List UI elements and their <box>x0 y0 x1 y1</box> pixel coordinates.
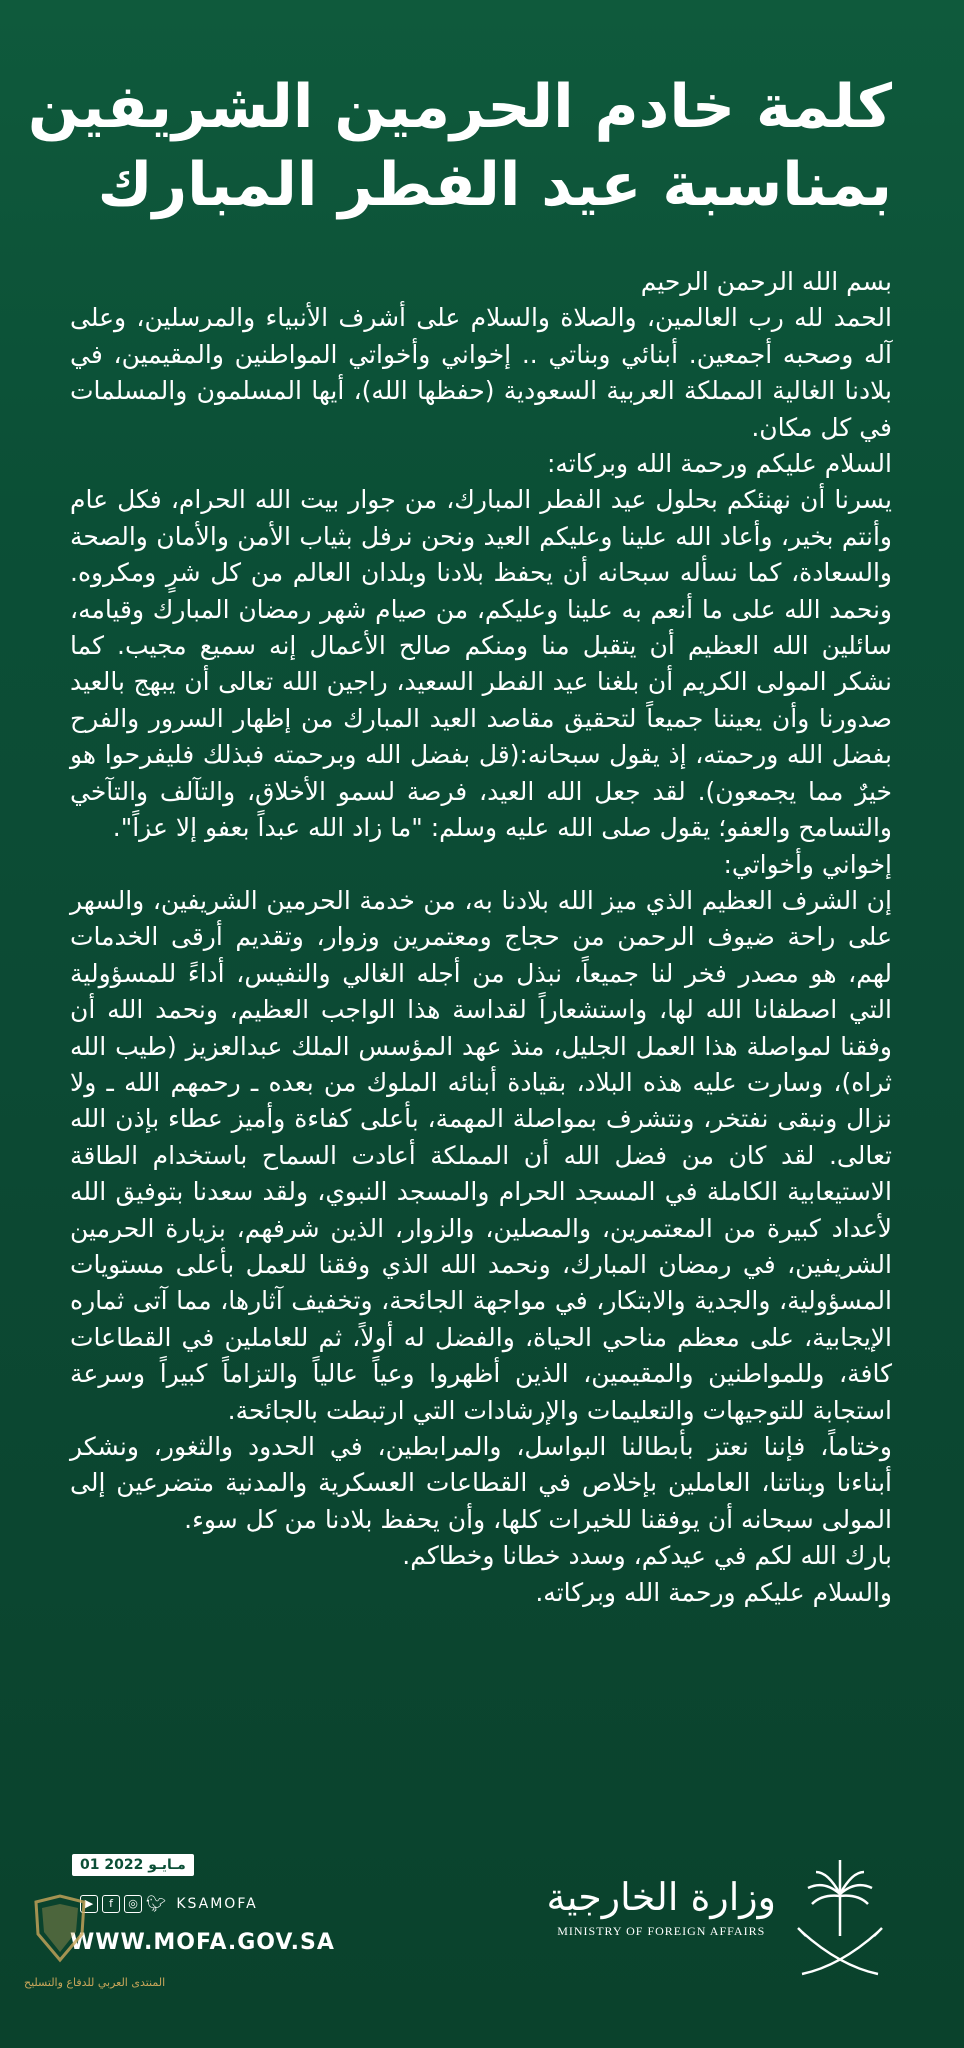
speech-paragraph: يسرنا أن نهنئكم بحلول عيد الفطر المبارك، من جوار بيت الله الحرام، فكل عام وأنتم بخير، وأعاد الله علينا وعليكم العيد ونحن نرفل بثياب الأمن والأمان والصحة والسعادة، كما نسأله سبحانه أن يحفظ بلادنا وبلدان العالم من كل شرٍ ومكروه. ونحمد الله على ما أنعم به علينا وعليكم، من صيام شهر رمضان المبارك وقيامه، سائلين الله العظيم أن يتقبل منا ومنكم صالح الأعمال إنه سميع مجيب. كما نشكر المولى الكريم أن بلغنا عيد الفطر السعيد، راجين الله تعالى أن يبهج بالعيد صدورنا وأن يعيننا جميعاً لتحقيق مقاصد العيد المبارك من إظهار السرور والفرح بفضل الله ورحمته، إذ يقول سبحانه:(قل بفضل الله وبرحمته فبذلك فليفرحوا هو خيرٌ مما يجمعون). لقد جعل الله العيد، فرصة لسمو الأخلاق، والتآلف والتآخي والتسامح والعفو؛ يقول صلى الله عليه وسلم: "ما زاد الله عبداً بعفو إلا عزاً". <box>70 485 892 843</box>
greeting: السلام عليكم ورحمة الله وبركاته: <box>546 449 892 479</box>
facebook-icon: f <box>102 1895 120 1913</box>
page-title <box>27 68 892 224</box>
instagram-icon: ◎ <box>124 1895 142 1913</box>
shield-icon <box>30 1894 90 1964</box>
twitter-icon: 🐦︎ <box>146 1894 167 1913</box>
closing-salutation: والسلام عليكم ورحمة الله وبركاته. <box>535 1577 892 1607</box>
saudi-emblem-icon <box>788 1854 892 1984</box>
speech-text <box>70 264 892 1611</box>
speech-paragraph: الحمد لله رب العالمين، والصلاة والسلام على أشرف الأنبياء والمرسلين، وعلى آله وصحبه أجمعين. أبنائي وبناتي .. إخواني وأخواتي المواطنين والمقيمين، في بلادنا الغالية المملكة العربية السعودية (حفظها الله)، أيها المسلمون والمسلمات في كل مكان. <box>70 303 892 442</box>
speech-paragraph: وختاماً، فإننا نعتز بأبطالنا البواسل، والمرابطين، في الحدود والثغور، ونشكر أبناءنا وبناتنا، العاملين بإخلاص في القطاعات العسكرية والمدنية متضرعين إلى المولى سبحانه أن يوفقنا للخيرات كلها، وأن يحفظ بلادنا من كل سوء. <box>70 1432 892 1534</box>
ministry-logo <box>546 1874 776 1939</box>
handle-text: KSAMOFA <box>176 1895 258 1912</box>
address-line: إخواني وأخواتي: <box>723 849 892 879</box>
youtube-icon: ▶ <box>80 1895 98 1913</box>
basmala: بسم الله الرحمن الرحيم <box>640 267 892 296</box>
footer <box>24 1854 892 2004</box>
date-badge: 01 مـايـو 2022 <box>72 1854 194 1876</box>
ministry-name-en: MINISTRY OF FOREIGN AFFAIRS <box>557 1924 766 1938</box>
title-line-1: كلمة خادم الحرمين الشريفين <box>27 72 892 142</box>
title-line-2: بمناسبة عيد الفطر المبارك <box>97 150 892 220</box>
website-link[interactable]: WWW.MOFA.GOV.SA <box>70 1930 335 1955</box>
ministry-name-ar: وزارة الخارجية <box>546 1875 776 1919</box>
speech-paragraph: إن الشرف العظيم الذي ميز الله بلادنا به، من خدمة الحرمين الشريفين، والسهر على راحة ضيوف الرحمن من حجاج ومعتمرين وزوار، وتقديم أرقى الخدمات لهم، هو مصدر فخر لنا جميعاً، نبذل من أجله الغالي والنفيس، أداءً للمسؤولية التي اصطفانا الله لها، واستشعاراً لقداسة هذا الواجب العظيم، ونحمد الله أن وفقنا لمواصلة هذا العمل الجليل، منذ عهد المؤسس الملك عبدالعزيز (طيب الله ثراه)، وسارت عليه هذه البلاد، بقيادة أبنائه الملوك من بعده ـ رحمهم الله ـ ولا نزال ونبقى نفتخر، ونتشرف بمواصلة المهمة، بأعلى كفاءة وأميز عطاء بإذن الله تعالى. لقد كان من فضل الله أن المملكة أعادت السماح باستخدام الطاقة الاستيعابية الكاملة في المسجد الحرام والمسجد النبوي، ولقد سعدنا بتوفيق الله لأعداد كبيرة من المعتمرين، والمصلين، والزوار، الذين شرفهم، بزيارة الحرمين الشريفين، في رمضان المبارك، ونحمد الله الذي وفقنا للعمل بأعلى مستويات المسؤولية، والجدية والابتكار، في مواجهة الجائحة، وتخفيف آثارها، مما آتى ثماره الإيجابية، على معظم مناحي الحياة، والفضل له أولاً، ثم للعاملين في القطاعات كافة، وللمواطنين والمقيمين، الذين أظهروا وعياً عالياً والتزاماً كبيراً وسرعة استجابة للتوجيهات والتعليمات والإرشادات التي ارتبطت بالجائحة. <box>70 885 892 1425</box>
closing-blessing: بارك الله لكم في عيدكم، وسدد خطانا وخطاكم. <box>402 1541 892 1571</box>
social-handle <box>80 1894 258 1913</box>
watermark-text: المنتدى العربي للدفاع والتسليح <box>24 1976 166 1989</box>
